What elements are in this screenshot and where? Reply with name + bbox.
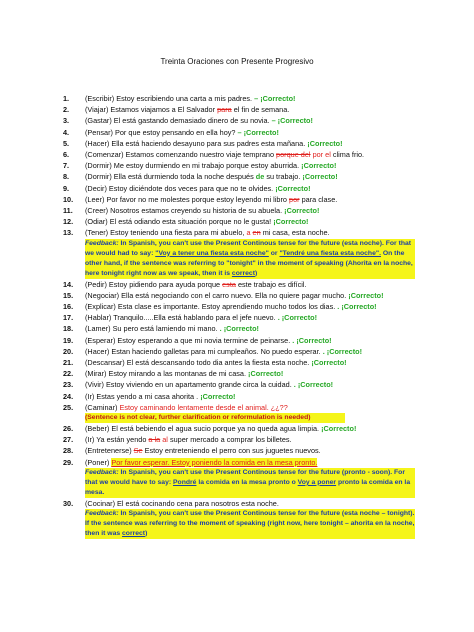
correct-mark: ¡Correcto! [273,217,309,227]
correction-insert: de [255,172,265,182]
list-item: 5. (Hacer) Ella está haciendo desayuno para sus padres esta mañana. ¡Correcto! [63,138,343,148]
correction-strike: para [217,105,232,115]
list-item: 10. (Leer) Por favor no me molestes porque estoy leyendo mi libro por para clase. [63,194,338,204]
list-item: 12. (Odiar) El está odiando esta situación porque no le gusta! ¡Correcto! [63,217,309,227]
correct-mark: ¡Correcto! [301,161,337,171]
list-item: 18. (Lamer) Su pero está lamiendo mi mano. . ¡Correcto! [63,324,259,334]
list-item: 8. (Dormir) Ella está durmiendo toda la noche después de su trabajo. ¡Correcto! [63,172,338,182]
correct-mark: – ¡Correcto! [237,127,279,137]
feedback-note: (Sentence is not clear, further clarification or reformulation is needed) [85,413,345,423]
list-item: 9. (Decir) Estoy diciéndote dos veces para que no te olvides. ¡Correcto! [63,183,311,193]
list-item: 25. (Caminar) Estoy caminando lentamente desde el animal. ¿¿?? [63,402,288,412]
correct-mark: . ¡Correcto! [277,313,318,323]
list-item: 6. (Comenzar) Estamos comenzando nuestro viaje temprano porque del por el clima frio. [63,150,365,160]
correct-mark: ¡Correcto! [284,206,320,216]
correction-strike: en [252,228,261,238]
correction-strike: por [289,194,300,204]
correct-mark: . ¡Correcto! [293,380,334,390]
list-item: 7. (Dormir) Me estoy durmiendo en mi trabajo porque estoy aburrida. ¡Correcto! [63,161,337,171]
correct-mark: . ¡Correcto! [219,324,259,334]
list-item: 15. (Negociar) Ella está negociando con el carro nuevo. Ella no quiere pagar mucho. ¡Correcto! [63,290,384,300]
correction-strike: esta [222,279,236,289]
list-item: 1. (Escribir) Estoy escribiendo una carta a mis padres. – ¡Correcto! [63,94,296,103]
feedback-note: Feedback: In Spanish, you can't use the Present Continous tense for the future (pronto - soon). For that we would have to say: Pondré la comida en la mesa pronto o Voy a poner pronto la comida en la mesa. [85,468,415,498]
sentence-list [63,93,413,539]
correct-mark: . ¡Correcto! [337,302,377,312]
correct-mark: – ¡Correcto! [271,116,313,126]
feedback-note: Feedback: In Spanish, you can't use the Present Continous tense for the future (esta noche – tonight). If the sentence was referring to the moment of speaking (right now, here tonight – ahorita en la noche, then it was correct) [85,510,415,538]
flagged-sentence: Estoy caminando lentamente desde el animal. ¿¿?? [119,402,288,412]
list-item: 17. (Hablar) Tranquilo.....Ella está hablando para el jefe nuevo. . ¡Correcto! [63,313,318,323]
list-item: 2. (Viajar) Estamos viajamos a El Salvador para el fin de semana. [63,105,290,115]
correct-mark: . ¡Correcto! [322,346,363,356]
list-item: 26. (Beber) El está bebiendo el agua sucio porque ya no queda agua limpia. ¡Correcto! [63,424,357,434]
correct-mark: ¡Correcto! [321,424,357,434]
correct-mark: ¡Correcto! [248,369,284,379]
list-item: 27. (Ir) Ya están yendo a la al super mercado a comprar los billetes. [63,435,292,445]
correct-mark: ¡Correcto! [275,183,311,193]
correction-strike: a la [148,435,161,445]
document-title: Treinta Oraciones con Presente Progresivo [160,57,314,66]
correct-mark: ¡Correcto! [348,290,384,300]
correction-strike: porque del [276,150,311,160]
list-item: 21. (Descansar) El está descansando todo dia antes la fiesta esta noche. ¡Correcto! [63,358,347,368]
feedback-note: Feedback: In Spanish, you can't use the Present Continous tense for the future (esta noche). For that we would had to say: "Voy a tener una fiesta esta noche" or "Tendré una fiesta esta noche". On the other hand, if the sentence was referring to "tonight" in the moment of speaking (Ahorita en la noche, here tonight right now as we speak, then it is correct) [85,239,415,279]
correct-mark: ¡Correcto! [302,172,338,182]
list-item: 29. (Poner) Por favor esperar. Estoy poniendo la comida en la mesa pronto. [63,457,318,467]
list-item: 3. (Gastar) El está gastando demasiado dinero de su novia. – ¡Correcto! [63,116,313,126]
list-item: 28. (Entretenerse) Se Estoy entreteniendo el perro con sus juguetes nuevos. [63,446,321,456]
correct-mark: ¡Correcto! [200,391,236,401]
list-item: 20. (Hacer) Estan haciendo galletas para mi cumpleaños. No puedo esperar. . ¡Correcto! [63,346,363,356]
list-item: 13. (Tener) Estoy teniendo una fiesta para mi abuelo, a en mi casa, esta noche. [63,228,330,238]
correction-insert: al [162,435,168,445]
list-item: 4. (Pensar) Por que estoy pensando en ella hoy? – ¡Correcto! [63,127,279,137]
list-item: 14. (Pedir) Estoy pidiendo para ayuda porque esta este trabajo es difícil. [63,279,307,289]
list-item: 22. (Mirar) Estoy mirando a las montanas de mi casa. ¡Correcto! [63,369,284,379]
correction-insert: por el [312,150,331,160]
list-item: 16. (Explicar) Esta clase es importante. Estoy aprendiendo mucho todos los dias. . ¡Correcto! [63,302,377,312]
flagged-sentence: Por favor esperar. Estoy poniendo la comida en la mesa pronto. [111,457,318,467]
correction-insert: a [246,228,251,238]
correct-mark: ¡Correcto! [311,358,347,368]
list-item: 23. (Vivir) Estoy viviendo en un apartamento grande circa la cuidad. . ¡Correcto! [63,380,334,390]
list-item: 24. (Ir) Estas yendo a mi casa ahorita . ¡Correcto! [63,391,236,401]
list-item: 11. (Creer) Nosotros estamos creyendo su historia de su abuela. ¡Correcto! [63,206,320,216]
correct-mark: . ¡Correcto! [292,335,332,345]
list-item: 19. (Esperar) Estoy esperando a que mi novia termine de peinarse. . ¡Correcto! [63,335,332,345]
correct-mark: ¡Correcto! [307,138,343,148]
list-item: 30. (Cocinar) El está cocinando cena para nosotros esta noche. [63,498,279,508]
correction-strike: Se [133,446,143,456]
correct-mark: – ¡Correcto! [254,94,296,103]
